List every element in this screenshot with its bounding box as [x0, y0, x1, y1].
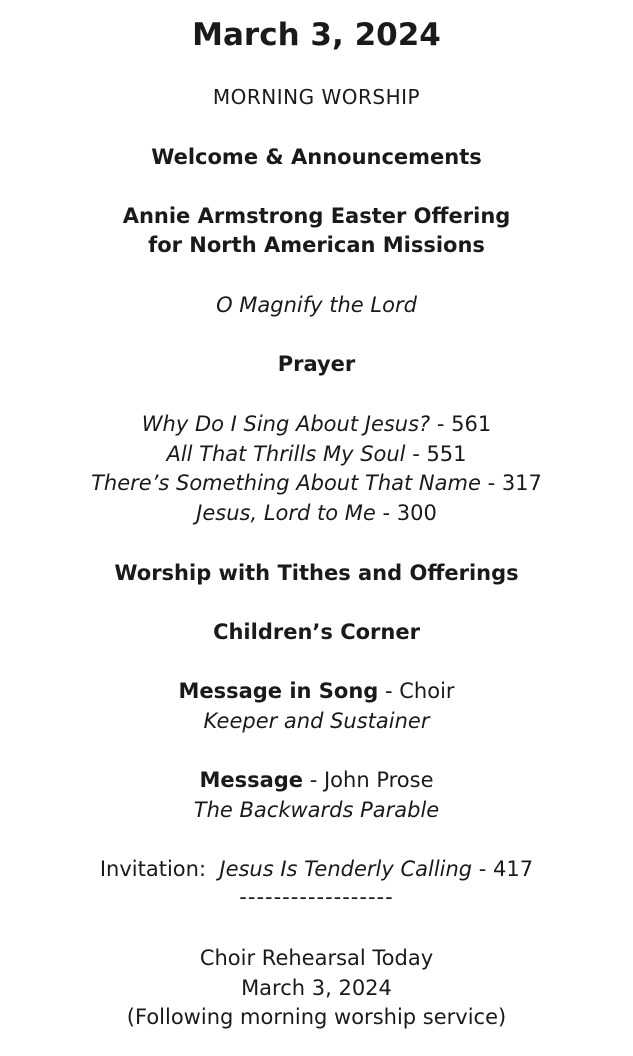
hymn-line	[0, 441, 633, 467]
hymn-number: - 317	[480, 471, 542, 495]
prayer-item: Prayer	[277, 352, 356, 376]
rehearsal-date: March 3, 2024	[241, 976, 392, 1000]
message-in-song-label: Message in Song	[178, 679, 379, 703]
hymn-line	[0, 470, 633, 496]
offering-item-line1: Annie Armstrong Easter Offering	[122, 204, 511, 228]
hymn-title: Jesus, Lord to Me	[196, 501, 376, 525]
invitation-song: Jesus Is Tenderly Calling	[219, 857, 473, 881]
childrens-corner-item: Children’s Corner	[213, 620, 420, 644]
hymn-number: - 561	[430, 412, 492, 436]
message-by: - John Prose	[303, 768, 434, 792]
message-line	[0, 767, 633, 793]
service-heading: MORNING WORSHIP	[212, 85, 421, 109]
hymn-line	[0, 411, 633, 437]
opening-song: O Magnify the Lord	[216, 293, 417, 317]
invitation-number: - 417	[472, 857, 534, 881]
offering-item-line2: for North American Missions	[148, 233, 485, 257]
hymn-line	[0, 500, 633, 526]
rehearsal-title: Choir Rehearsal Today	[199, 946, 434, 970]
invitation-label: Invitation:	[99, 857, 220, 881]
message-title: The Backwards Parable	[193, 798, 440, 822]
divider: ------------------	[239, 885, 394, 909]
hymn-title: All That Thrills My Soul	[166, 442, 406, 466]
invitation-line	[0, 856, 633, 882]
welcome-item: Welcome & Announcements	[151, 145, 482, 169]
message-in-song-title: Keeper and Sustainer	[203, 709, 430, 733]
rehearsal-note: (Following morning worship service)	[126, 1005, 507, 1029]
message-label: Message	[199, 768, 304, 792]
hymn-number: - 551	[405, 442, 467, 466]
message-in-song-by: - Choir	[378, 679, 455, 703]
hymn-title: There’s Something About That Name	[91, 471, 481, 495]
tithes-item: Worship with Tithes and Offerings	[114, 561, 519, 585]
message-in-song-line	[0, 678, 633, 704]
hymn-title: Why Do I Sing About Jesus?	[141, 412, 431, 436]
bulletin-date: March 3, 2024	[192, 17, 441, 53]
hymn-number: - 300	[375, 501, 437, 525]
